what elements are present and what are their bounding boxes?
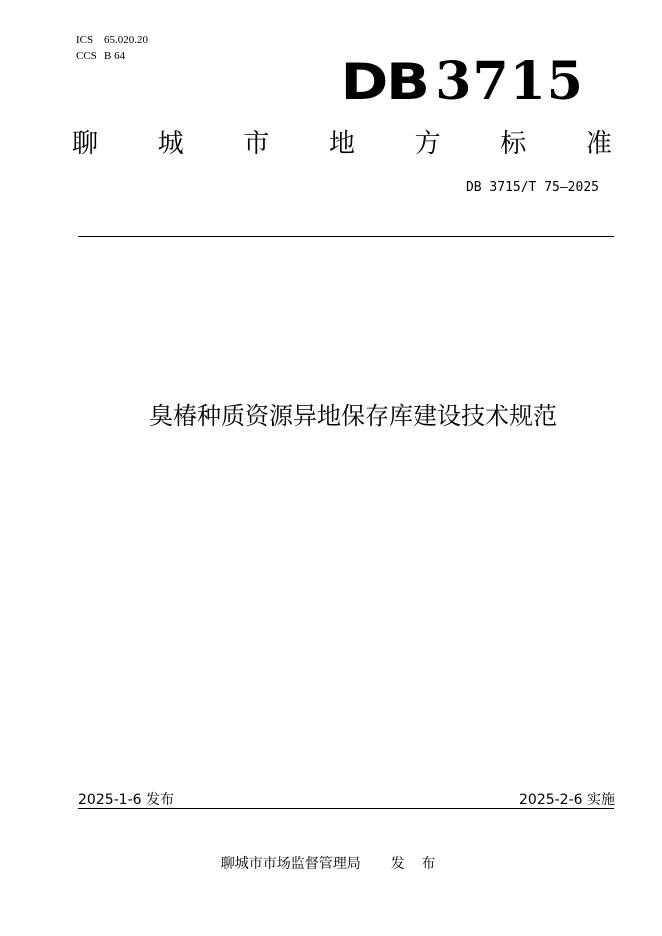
- standard-type-char: 方: [414, 129, 441, 159]
- standard-type-char: 聊: [72, 129, 99, 159]
- standard-number: DB 3715/T 75—2025: [465, 180, 599, 195]
- standard-type-char: 标: [500, 129, 527, 159]
- ccs-code: [76, 48, 148, 64]
- ics-value: 65.020.20: [104, 34, 148, 46]
- publish-date: 2025-1-6 发布: [78, 792, 174, 808]
- ics-code: [76, 32, 148, 48]
- top-divider: [78, 236, 614, 237]
- ccs-value: B 64: [104, 50, 126, 62]
- standard-type-heading: [72, 126, 612, 162]
- issuer-line: [0, 853, 662, 873]
- bottom-divider: [78, 808, 614, 809]
- implement-date: 2025-2-6 实施: [519, 792, 615, 808]
- logo-number: 3715: [435, 51, 584, 112]
- ics-label: ICS: [76, 34, 94, 46]
- standard-type-char: 城: [157, 129, 184, 159]
- ccs-label: CCS: [76, 50, 97, 62]
- standard-type-char: 准: [585, 129, 612, 159]
- logo-prefix: DB: [340, 53, 428, 111]
- document-title: 臭椿种质资源异地保存库建设技术规范: [149, 402, 557, 430]
- classification-codes: [76, 32, 148, 64]
- standard-type-char: 市: [243, 129, 270, 159]
- issuer-organization: 聊城市市场监督管理局: [220, 856, 361, 872]
- issuer-action: 发 布: [390, 856, 442, 872]
- db-logo: [340, 51, 584, 112]
- standard-type-char: 地: [328, 129, 355, 159]
